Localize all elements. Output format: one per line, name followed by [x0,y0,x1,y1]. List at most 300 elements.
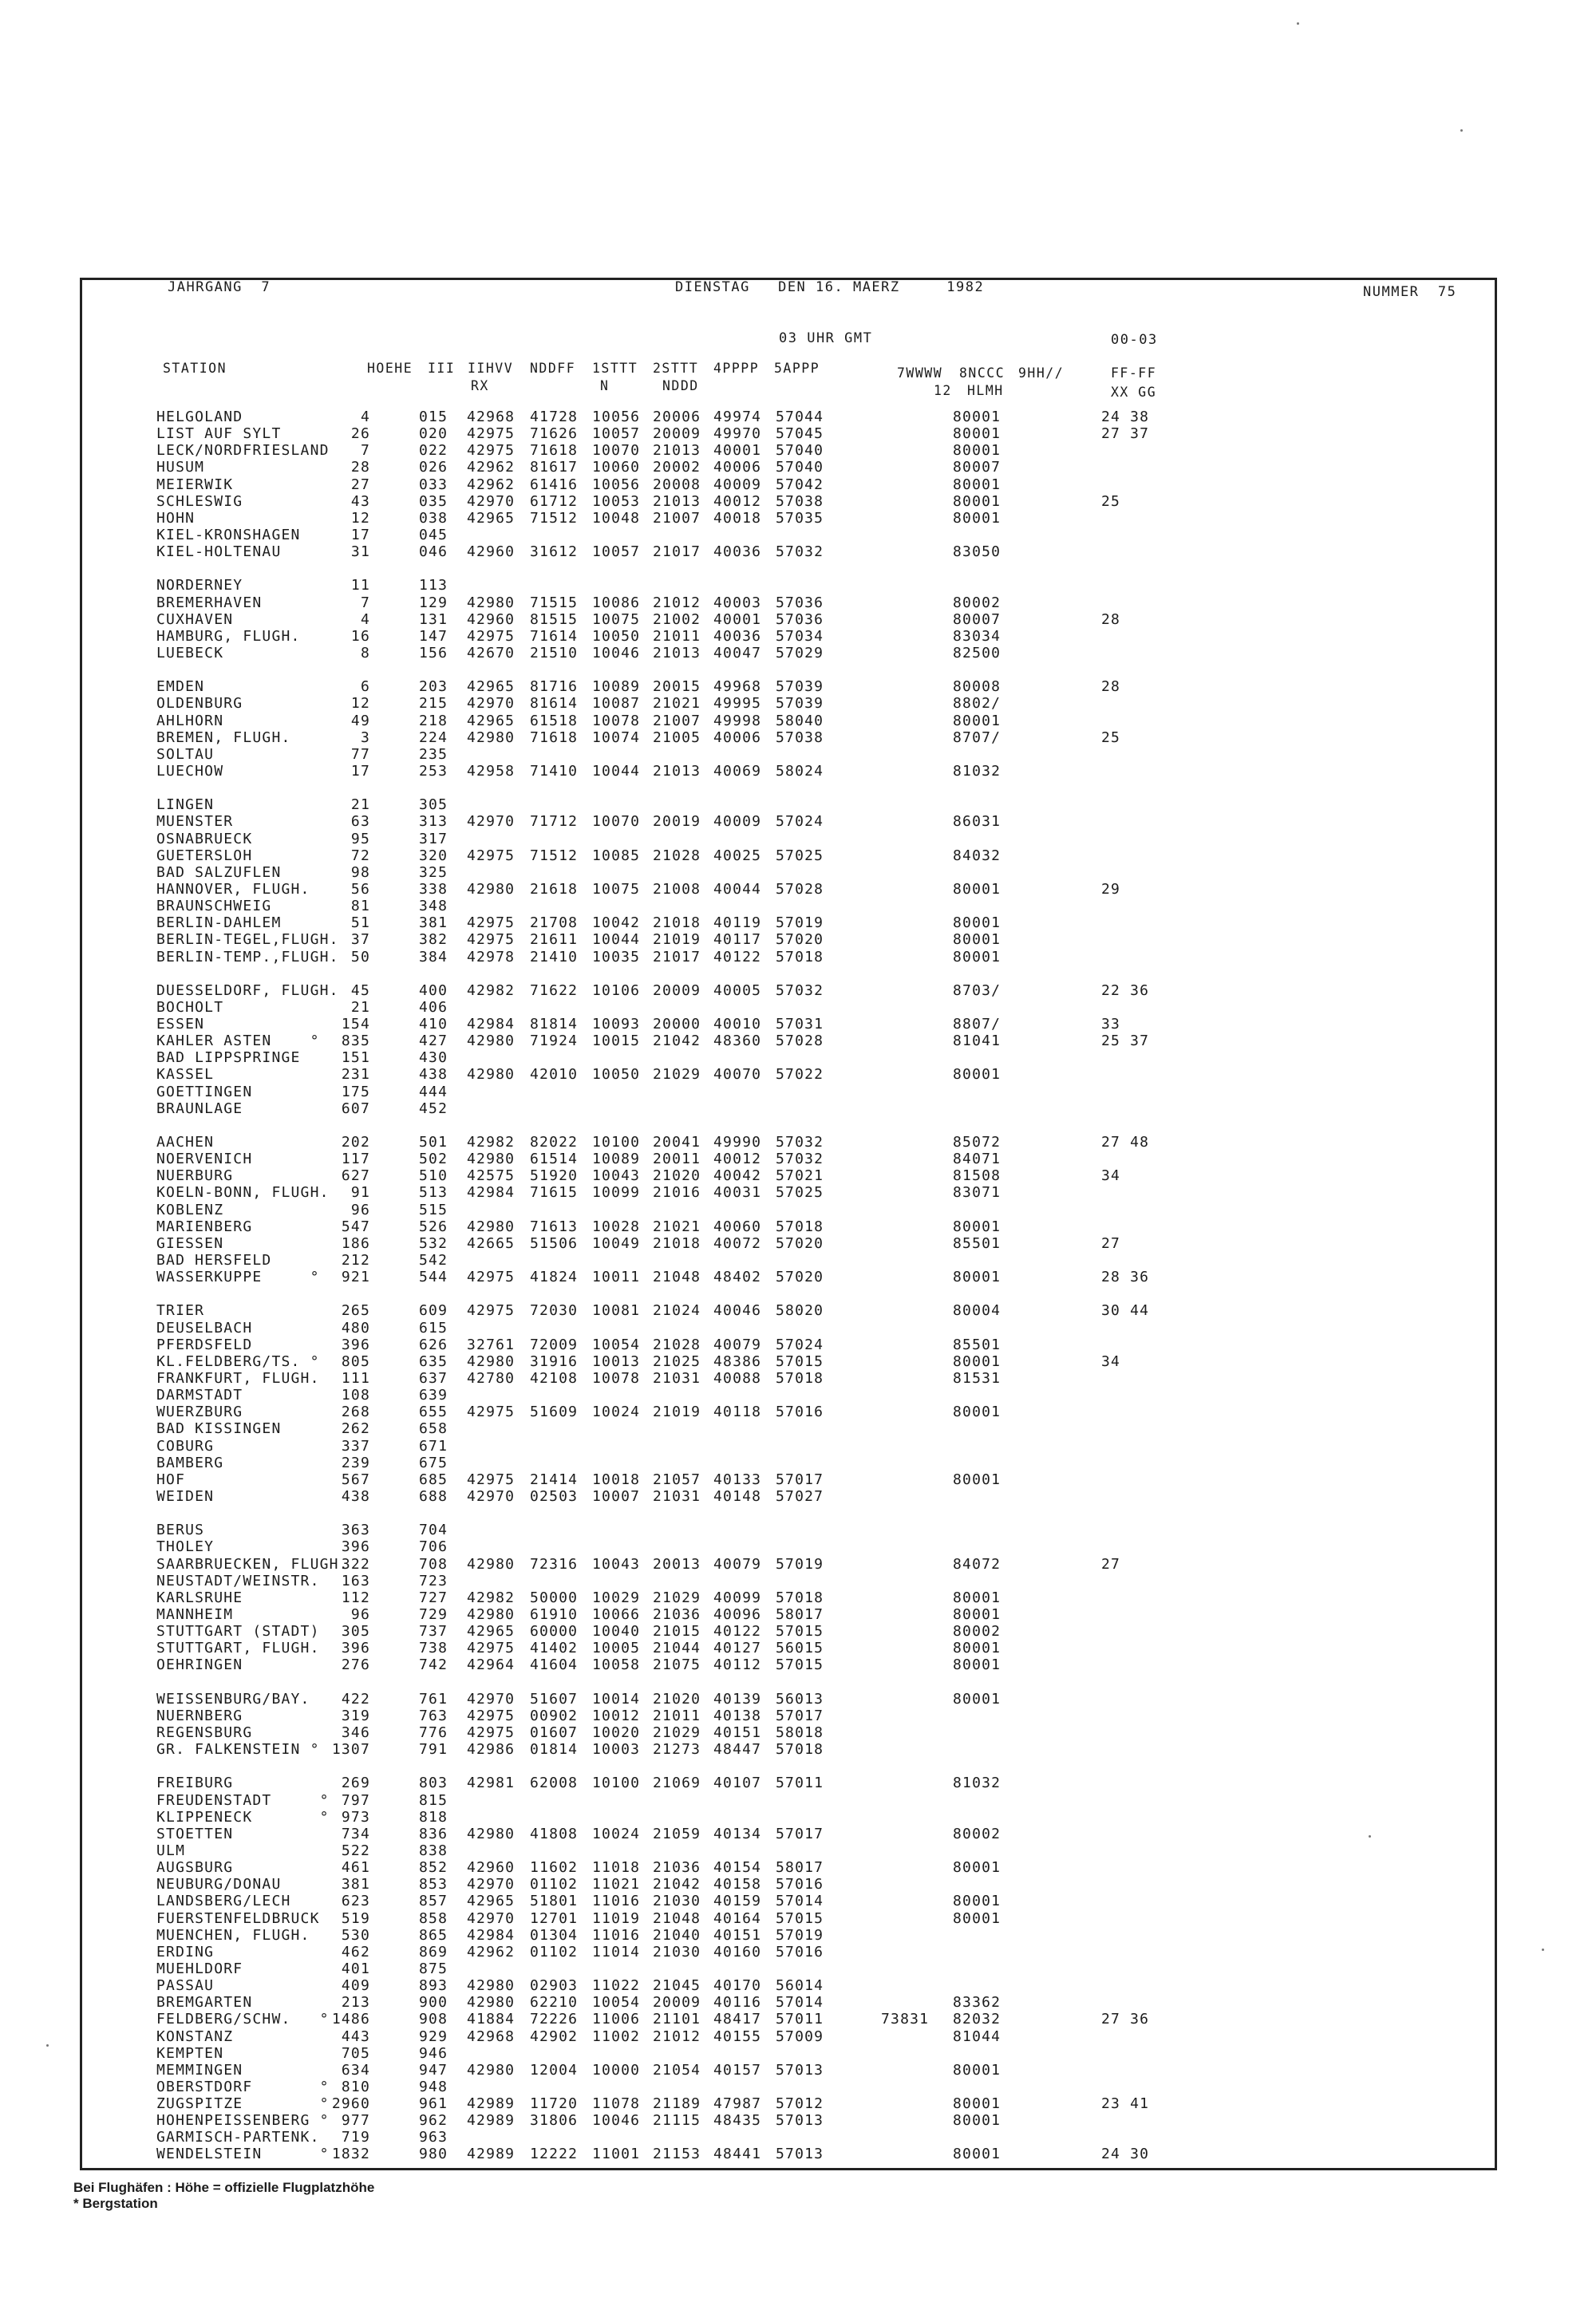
cell-8nccc: 80001 [953,509,1001,527]
cell-nddff: 61514 [530,1151,579,1168]
cell-hoehe: 28 [350,459,370,476]
cell-2sttt: 21030 [653,1893,701,1910]
table-row [156,982,1425,999]
table-row [156,1640,1425,1656]
cell-station: OLDENBURG [156,695,243,713]
table-row [156,1724,1425,1741]
cell-hoehe: 522 [341,1842,370,1859]
cell-hoehe: 973 [341,1808,370,1826]
cell-4pppp: 40122 [713,1623,762,1641]
cell-4pppp: 40046 [713,1302,762,1320]
cell-1sttt: 10035 [592,948,641,965]
cell-iii: 400 [419,981,448,999]
cell-5appp: 57021 [776,1167,824,1185]
cell-nddff: 51920 [530,1167,579,1185]
cell-8nccc: 81032 [953,762,1001,780]
cell-station: EMDEN [156,678,205,696]
cell-nddff: 72030 [530,1302,579,1320]
cell-5appp: 57020 [776,1269,824,1286]
table-row [156,1218,1425,1235]
cell-hoehe: 322 [341,1555,370,1573]
cell-iihvv: 42964 [467,1656,516,1674]
table-row [156,409,1425,425]
cell-5appp: 58018 [776,1724,824,1741]
cell-1sttt: 10014 [592,1690,641,1708]
cell-1sttt: 10070 [592,442,641,460]
cell-iii: 015 [419,409,448,425]
cell-station: LUECHOW [156,762,224,780]
observation-time: 03 UHR GMT [779,330,873,346]
table-row [156,746,1425,763]
cell-nddff: 72009 [530,1336,579,1353]
cell-2sttt: 20006 [653,409,701,425]
cell-station: KL.FELDBERG/TS. ° [156,1352,320,1370]
col-nddd: NDDD [662,378,699,393]
cell-hoehe: 797 [341,1791,370,1809]
cell-iii: 704 [419,1522,448,1539]
cell-hoehe: 4 [360,610,370,628]
cell-5appp: 57009 [776,2028,824,2045]
cell-nddff: 71613 [530,1218,579,1235]
cell-5appp: 57040 [776,459,824,476]
cell-iii: 215 [419,695,448,713]
cell-nddff: 62008 [530,1775,579,1792]
cell-8nccc: 80008 [953,678,1001,696]
cell-iii: 685 [419,1471,448,1488]
cell-station: MUEHLDORF [156,1960,243,1977]
cell-ffff: 33 [1101,1016,1121,1033]
table-row [156,1944,1425,1960]
cell-4pppp: 40127 [713,1640,762,1657]
cell-iihvv: 42965 [467,509,516,527]
cell-station: LECK/NORDFRIESLAND [156,442,330,460]
table-row [156,2112,1425,2129]
cell-ffff: 29 [1101,880,1121,898]
col-xxgg: XX GG [1111,385,1157,400]
cell-station: DUESSELDORF, FLUGH. [156,981,339,999]
cell-4pppp: 40001 [713,610,762,628]
cell-nddff: 62210 [530,1994,579,2012]
cell-nddff: 21414 [530,1471,579,1488]
cell-iihvv: 42968 [467,409,516,425]
cell-4pppp: 40096 [713,1605,762,1623]
table-row [156,796,1425,813]
col-nddff: NDDFF [530,361,576,376]
cell-8nccc: 80001 [953,1605,1001,1623]
cell-ffff: 25 [1101,492,1121,510]
cell-1sttt: 10087 [592,695,641,713]
table-row [156,813,1425,830]
cell-hoehe: 346 [341,1724,370,1741]
cell-station: PASSAU [156,1977,215,1995]
cell-4pppp: 40069 [713,762,762,780]
cell-8nccc: 80001 [953,1066,1001,1084]
cell-2sttt: 21042 [653,1876,701,1893]
cell-4pppp: 40122 [713,948,762,965]
cell-2sttt: 20009 [653,1994,701,2012]
cell-5appp: 57019 [776,914,824,932]
col-4pppp: 4PPPP [713,361,760,376]
cell-nddff: 60000 [530,1623,579,1641]
cell-4pppp: 40031 [713,1184,762,1202]
cell-iihvv: 42982 [467,1134,516,1151]
cell-ffff: 24 30 [1101,2146,1150,2163]
cell-nddff: 12701 [530,1909,579,1927]
cell-nddff: 71512 [530,509,579,527]
table-row [156,1438,1425,1455]
cell-8nccc: 80001 [953,948,1001,965]
cell-4pppp: 40042 [713,1167,762,1185]
cell-iihvv: 42970 [467,1876,516,1893]
cell-iii: 253 [419,762,448,780]
cell-iii: 815 [419,1791,448,1809]
cell-iii: 113 [419,577,448,594]
cell-1sttt: 10085 [592,847,641,864]
cell-4pppp: 40170 [713,1977,762,1995]
table-row [156,1573,1425,1589]
cell-4pppp: 49968 [713,678,762,696]
cell-5appp: 57032 [776,981,824,999]
cell-iihvv: 41884 [467,2011,516,2028]
cell-station: NUERNBERG [156,1707,243,1724]
cell-2sttt: 21002 [653,610,701,628]
table-row [156,914,1425,931]
cell-2sttt: 20002 [653,459,701,476]
cell-4pppp: 40047 [713,644,762,661]
cell-1sttt: 10024 [592,1404,641,1421]
cell-1sttt: 10005 [592,1640,641,1657]
cell-iii: 313 [419,813,448,831]
cell-iii: 637 [419,1370,448,1388]
cell-iii: 502 [419,1151,448,1168]
cell-hoehe: 268 [341,1404,370,1421]
cell-nddff: 42902 [530,2028,579,2045]
cell-2sttt: 21029 [653,1589,701,1606]
cell-2sttt: 21025 [653,1352,701,1370]
cell-ffff: 22 36 [1101,981,1150,999]
table-row [156,543,1425,560]
cell-station: MEIERWIK [156,476,234,493]
cell-2sttt: 20015 [653,678,701,696]
cell-4pppp: 40117 [713,931,762,949]
cell-5appp: 58017 [776,1605,824,1623]
cell-nddff: 41808 [530,1825,579,1842]
cell-hoehe: 4 [360,409,370,425]
cell-1sttt: 11002 [592,2028,641,2045]
cell-ffff: 27 [1101,1234,1121,1252]
cell-nddff: 61416 [530,476,579,493]
cell-iihvv: 42975 [467,627,516,645]
cell-hoehe: 276 [341,1656,370,1674]
cell-2sttt: 21017 [653,948,701,965]
cell-hoehe: 363 [341,1522,370,1539]
cell-2sttt: 21069 [653,1775,701,1792]
cell-8nccc: 80007 [953,610,1001,628]
cell-station: HUSUM [156,459,205,476]
cell-station: BAD KISSINGEN [156,1420,282,1438]
cell-hoehe: 6 [360,678,370,696]
cell-hoehe: 11 [350,577,370,594]
cell-4pppp: 40006 [713,459,762,476]
cell-station: MARIENBERG [156,1218,253,1235]
cell-5appp: 57027 [776,1488,824,1505]
col-iihvv: IIHVV [468,361,514,376]
cell-hoehe: 213 [341,1994,370,2012]
cell-1sttt: 10057 [592,425,641,443]
cell-5appp: 57011 [776,1775,824,1792]
cell-iii: 513 [419,1184,448,1202]
table-row [156,1320,1425,1337]
group-gap [156,1674,1425,1691]
cell-2sttt: 21013 [653,762,701,780]
cell-iihvv: 42975 [467,442,516,460]
table-row [156,1066,1425,1083]
cell-iii: 737 [419,1623,448,1641]
cell-iihvv: 42981 [467,1775,516,1792]
cell-iii: 875 [419,1960,448,1977]
table-row [156,881,1425,898]
cell-1sttt: 11016 [592,1926,641,1944]
cell-2sttt: 21045 [653,1977,701,1995]
cell-8nccc: 84071 [953,1151,1001,1168]
cell-iihvv: 42980 [467,1825,516,1842]
cell-nddff: 01102 [530,1876,579,1893]
cell-station: BRAUNLAGE [156,1100,243,1117]
cell-ffff: 34 [1101,1167,1121,1185]
cell-hoehe: 231 [341,1066,370,1084]
cell-4pppp: 40160 [713,1943,762,1960]
cell-8nccc: 80007 [953,459,1001,476]
cell-hoehe: 81 [350,898,370,915]
cell-1sttt: 10078 [592,1370,641,1388]
cell-hoehe: 151 [341,1049,370,1067]
cell-nddff: 11602 [530,1859,579,1877]
cell-8nccc: 80001 [953,492,1001,510]
cell-2sttt: 21028 [653,1336,701,1353]
cell-2sttt: 21013 [653,492,701,510]
cell-nddff: 51506 [530,1234,579,1252]
cell-station: NORDERNEY [156,577,243,594]
cell-station: OEHRINGEN [156,1656,243,1674]
cell-1sttt: 10075 [592,610,641,628]
cell-4pppp: 40157 [713,2061,762,2079]
cell-station: STUTTGART (STADT) [156,1623,320,1641]
cell-nddff: 12004 [530,2061,579,2079]
table-row [156,2062,1425,2079]
cell-iii: 544 [419,1269,448,1286]
cell-station: KLIPPENECK ° [156,1808,330,1826]
table-row [156,1151,1425,1167]
cell-2sttt: 21017 [653,543,701,561]
cell-1sttt: 10081 [592,1302,641,1320]
cell-iii: 444 [419,1083,448,1100]
cell-iii: 655 [419,1404,448,1421]
cell-8nccc: 83034 [953,627,1001,645]
cell-8nccc: 8807/ [953,1016,1001,1033]
cell-iii: 626 [419,1336,448,1353]
cell-1sttt: 10000 [592,2061,641,2079]
table-row [156,1488,1425,1505]
cell-hoehe: 17 [350,526,370,543]
speck [1297,22,1299,25]
cell-hoehe: 212 [341,1252,370,1269]
table-row [156,1977,1425,1994]
cell-iii: 131 [419,610,448,628]
cell-8nccc: 85501 [953,1234,1001,1252]
cell-iii: 869 [419,1943,448,1960]
cell-iii: 224 [419,728,448,746]
cell-iii: 305 [419,796,448,814]
cell-station: AACHEN [156,1134,215,1151]
cell-8nccc: 80001 [953,1656,1001,1674]
cell-hoehe: 422 [341,1690,370,1708]
cell-iii: 947 [419,2061,448,2079]
cell-4pppp: 48435 [713,2112,762,2130]
cell-station: BOCHOLT [156,998,224,1016]
table-row [156,1859,1425,1876]
cell-hoehe: 719 [341,2129,370,2146]
cell-8nccc: 8703/ [953,981,1001,999]
cell-iihvv: 42962 [467,1943,516,1960]
cell-hoehe: 49 [350,712,370,729]
cell-iii: 526 [419,1218,448,1235]
cell-2sttt: 21101 [653,2011,701,2028]
cell-4pppp: 40072 [713,1234,762,1252]
table-row [156,931,1425,948]
cell-4pppp: 40006 [713,728,762,746]
table-row [156,1420,1425,1437]
table-row [156,1826,1425,1842]
cell-1sttt: 10020 [592,1724,641,1741]
cell-iii: 203 [419,678,448,696]
group-gap [156,560,1425,577]
cell-2sttt: 21044 [653,1640,701,1657]
cell-8nccc: 80002 [953,1825,1001,1842]
speck [1542,1949,1544,1951]
table-row [156,729,1425,746]
cell-iii: 410 [419,1016,448,1033]
cell-1sttt: 10054 [592,1994,641,2012]
cell-4pppp: 40060 [713,1218,762,1235]
cell-nddff: 71924 [530,1033,579,1050]
cell-1sttt: 10046 [592,2112,641,2130]
cell-nddff: 71615 [530,1184,579,1202]
cell-iihvv: 42980 [467,594,516,611]
cell-5appp: 57013 [776,2146,824,2163]
cell-hoehe: 1307 [331,1741,370,1759]
cell-8nccc: 80001 [953,1471,1001,1488]
table-row [156,1960,1425,1977]
cell-station: MUENCHEN, FLUGH. [156,1926,310,1944]
cell-hoehe: 12 [350,695,370,713]
cell-1sttt: 10044 [592,931,641,949]
cell-station: ULM [156,1842,186,1859]
table-row [156,1876,1425,1893]
cell-1sttt: 10070 [592,813,641,831]
cell-station: KOBLENZ [156,1201,224,1218]
table-row [156,510,1425,527]
cell-1sttt: 10013 [592,1352,641,1370]
cell-5appp: 57038 [776,728,824,746]
table-row [156,1302,1425,1319]
cell-iihvv: 42965 [467,1893,516,1910]
cell-iihvv: 42989 [467,2095,516,2113]
cell-2sttt: 21012 [653,594,701,611]
cell-2sttt: 21054 [653,2061,701,2079]
cell-iii: 853 [419,1876,448,1893]
cell-8nccc: 82032 [953,2011,1001,2028]
cell-4pppp: 40158 [713,1876,762,1893]
cell-station: MANNHEIM [156,1605,234,1623]
cell-iii: 635 [419,1352,448,1370]
cell-2sttt: 21057 [653,1471,701,1488]
cell-hoehe: 43 [350,492,370,510]
cell-hoehe: 438 [341,1488,370,1505]
cell-hoehe: 977 [341,2112,370,2130]
cell-1sttt: 11001 [592,2146,641,2163]
cell-nddff: 61518 [530,712,579,729]
cell-2sttt: 20008 [653,476,701,493]
cell-5appp: 57019 [776,1555,824,1573]
cell-8nccc: 80001 [953,880,1001,898]
cell-2sttt: 21020 [653,1690,701,1708]
cell-iihvv: 42980 [467,1994,516,2012]
cell-8nccc: 85501 [953,1336,1001,1353]
cell-hoehe: 461 [341,1859,370,1877]
table-row [156,1235,1425,1252]
col-hlmh: HLMH [967,383,1004,398]
cell-nddff: 21618 [530,880,579,898]
cell-4pppp: 40107 [713,1775,762,1792]
cell-station: BERLIN-DAHLEM [156,914,282,932]
cell-iihvv: 42975 [467,1471,516,1488]
cell-5appp: 56014 [776,1977,824,1995]
cell-station: WEISSENBURG/BAY. [156,1690,310,1708]
cell-iii: 542 [419,1252,448,1269]
table-row [156,1455,1425,1471]
cell-hoehe: 319 [341,1707,370,1724]
cell-station: FELDBERG/SCHW. ° [156,2011,330,2028]
cell-iii: 609 [419,1302,448,1320]
cell-station: AHLHORN [156,712,224,729]
cell-station: KIEL-KRONSHAGEN [156,526,301,543]
table-row [156,425,1425,442]
cell-nddff: 51607 [530,1690,579,1708]
cell-iihvv: 42980 [467,1033,516,1050]
cell-hoehe: 96 [350,1605,370,1623]
cell-station: BAD SALZUFLEN [156,863,282,881]
cell-iihvv: 42980 [467,880,516,898]
cell-iii: 452 [419,1100,448,1117]
cell-1sttt: 10060 [592,459,641,476]
cell-station: COBURG [156,1437,215,1455]
cell-8nccc: 80001 [953,1859,1001,1877]
table-row [156,1522,1425,1538]
cell-iii: 658 [419,1420,448,1438]
cell-iihvv: 42975 [467,1640,516,1657]
cell-1sttt: 11014 [592,1943,641,1960]
cell-nddff: 01607 [530,1724,579,1741]
cell-station: KONSTANZ [156,2028,234,2045]
cell-hoehe: 634 [341,2061,370,2079]
cell-station: STOETTEN [156,1825,234,1842]
cell-hoehe: 567 [341,1471,370,1488]
cell-iii: 727 [419,1589,448,1606]
station-table [156,409,1425,2162]
cell-iihvv: 42965 [467,712,516,729]
col-1sttt: 1STTT [592,361,638,376]
cell-5appp: 57029 [776,644,824,661]
